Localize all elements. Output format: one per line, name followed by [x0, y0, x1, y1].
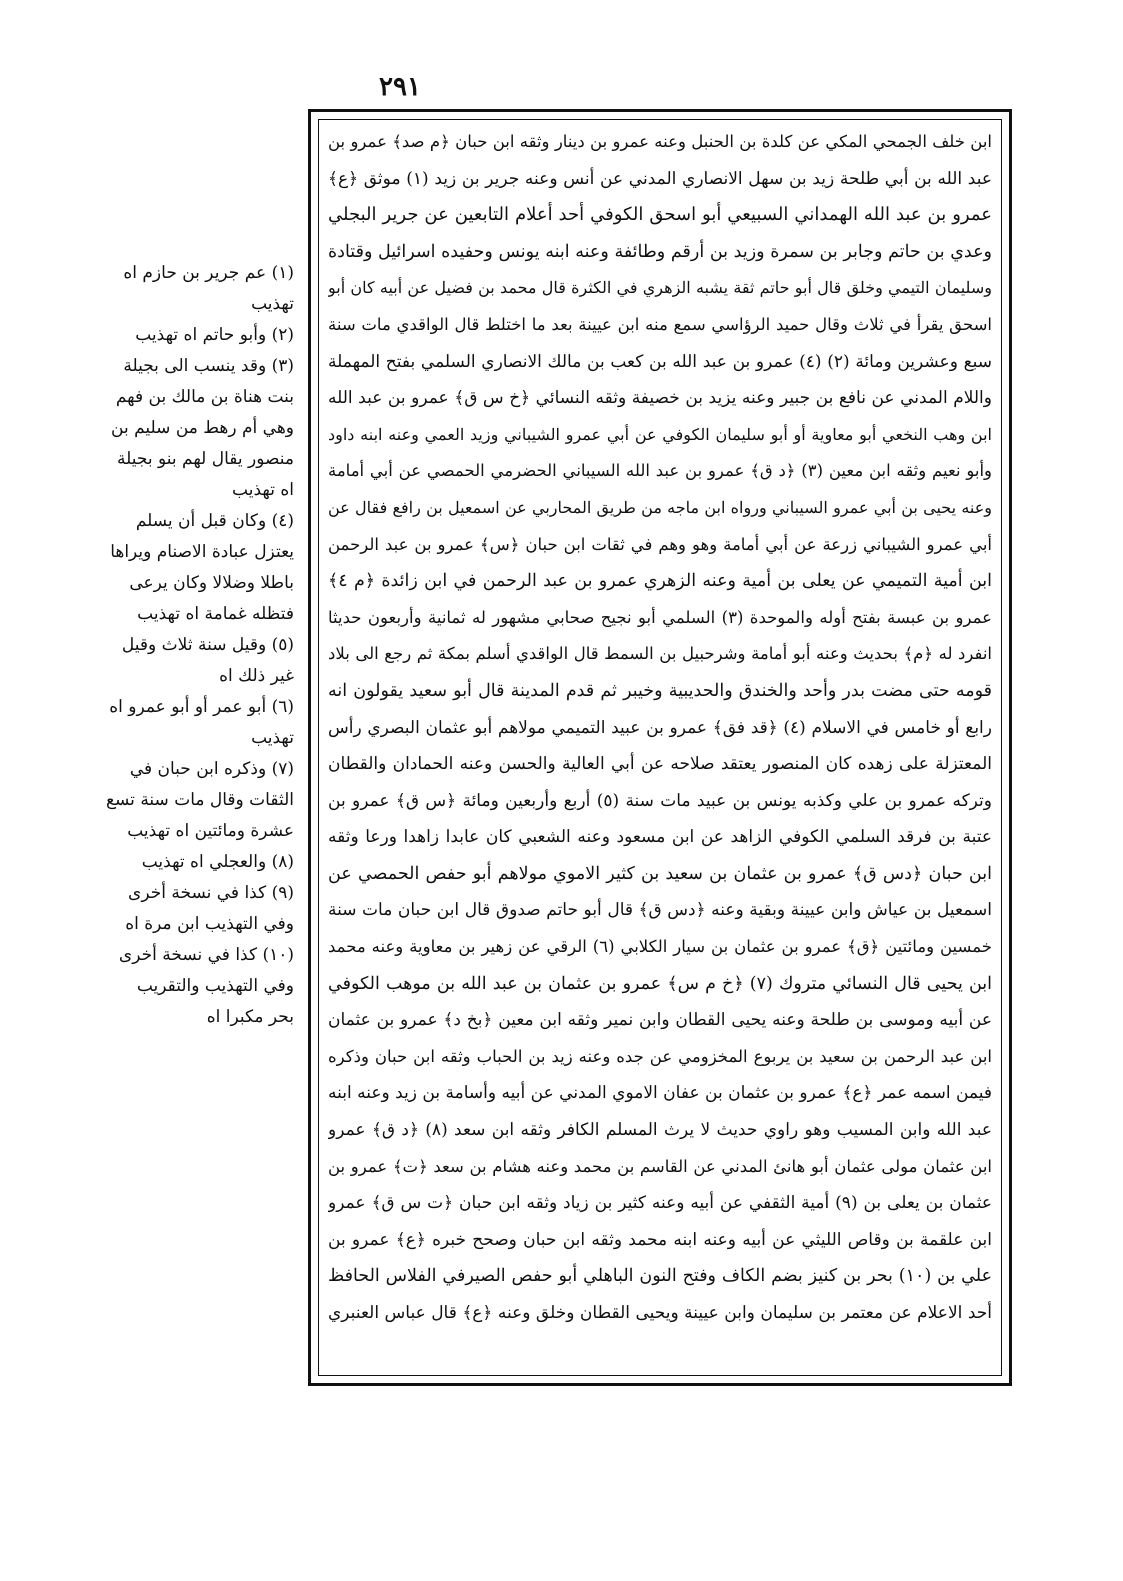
margin-note-line: تهذيب	[251, 728, 294, 748]
margin-note-line: (١) عم جرير بن حازم اه	[123, 263, 294, 283]
margin-note-line: منصور يقال لهم بنو بجيلة	[117, 449, 294, 469]
main-text-block	[328, 124, 992, 1369]
margin-note-line: (٩) كذا في نسخة أخرى	[128, 883, 294, 903]
text-line: ابن حبان ﴿دس ق﴾ عمرو بن عثمان بن سعيد بن كثير الاموي مولاهم أبو حفص الحمصي عن	[328, 863, 992, 884]
text-line: فيمن اسمه عمر ﴿ع﴾ عمرو بن عثمان بن عفان الاموي المدني عن أبيه وأسامة بن زيد وعنه ابنه	[328, 1083, 992, 1104]
margin-note-line: (٢) وأبو حاتم اه تهذيب	[135, 325, 294, 345]
margin-note-line: تهذيب	[251, 294, 294, 314]
text-line: عمرو بن عبد الله الهمداني السبيعي أبو اسحق الكوفي أحد أعلام التابعين عن جرير البجلي	[328, 204, 992, 226]
text-line: ابن خلف الجمحي المكي عن كلدة بن الحنبل وعنه عمرو بن دينار وثقه ابن حبان ﴿م صد﴾ عمرو بن	[328, 132, 992, 151]
margin-note-line: فتظله غمامة اه تهذيب	[137, 604, 294, 624]
text-line: رابع أو خامس في الاسلام (٤) ﴿قد فق﴾ عمرو بن عبيد التميمي مولاهم أبو عثمان البصري رأس	[328, 717, 992, 738]
margin-note-line: بحر مكبرا اه	[206, 1007, 294, 1027]
margin-notes	[98, 258, 294, 1158]
page-number: ٢٩١	[379, 72, 421, 102]
margin-note-line: اه تهذيب	[232, 480, 294, 500]
text-line: وأبو نعيم وثقه ابن معين (٣) ﴿د ق﴾ عمرو بن عبد الله السيباني الحضرمي الحمصي عن أبي أمامة	[328, 461, 992, 481]
text-line: واللام المدني عن نافع بن جبير وعنه يزيد بن خصيفة وثقه النسائي ﴿خ س ق﴾ عمرو بن عبد الله	[328, 388, 992, 409]
text-line: اسحق يقرأ في ثلاث وقال حميد الرؤاسي سمع منه ابن عيينة بعد ما اختلط قال الواقدي مات سنة	[328, 314, 992, 334]
margin-note-line: (٣) وقد ينسب الى بجيلة	[123, 356, 294, 376]
text-line: عن أبيه وموسى بن طلحة وعنه يحيى القطان وابن نمير وثقه ابن معين ﴿بخ د﴾ عمرو بن عثمان	[328, 1010, 992, 1031]
text-line: ابن عبد الرحمن بن سعيد بن يربوع المخزومي عن جده وعنه زيد بن الحباب وثقه ابن حبان وذكره	[328, 1046, 992, 1066]
text-line: ابن يحيى قال النسائي متروك (٧) ﴿خ م س﴾ عمرو بن عثمان بن عبد الله بن موهب الكوفي	[328, 973, 992, 994]
text-line: ابن أمية التميمي عن يعلى بن أمية وعنه الزهري عمرو بن عبد الرحمن في ابن زائدة ﴿م ٤﴾	[328, 571, 992, 592]
text-line: أبي عمرو الشيباني زرعة عن أبي أمامة وهو وهم في ثقات ابن حبان ﴿س﴾ عمرو بن عبد الرحمن	[328, 534, 992, 554]
text-line: عبد الله وابن المسيب وهو راوي حديث لا يرث المسلم الكافر وثقه ابن سعد (٨) ﴿د ق﴾ عمرو	[328, 1120, 992, 1141]
margin-note-line: (٧) وذكره ابن حبان في	[129, 759, 294, 779]
margin-note-line: (٤) وكان قبل أن يسلم	[135, 511, 294, 531]
text-line: وتركه عمرو بن علي وكذبه يونس بن عبيد مات سنة (٥) أربع وأربعين ومائة ﴿س ق﴾ عمرو بن	[328, 790, 992, 811]
text-line: ابن عثمان مولى عثمان أبو هانئ المدني عن القاسم بن محمد وعنه هشام بن سعد ﴿ت﴾ عمرو بن	[328, 1156, 992, 1176]
margin-note-line: (٥) وقيل سنة ثلاث وقيل	[121, 635, 294, 655]
margin-note-line: وفي التهذيب والتقريب	[136, 976, 294, 996]
text-line: أحد الاعلام عن معتمر بن سليمان وابن عيينة ويحيى القطان وخلق وعنه ﴿ع﴾ قال عباس العنبري	[328, 1303, 992, 1323]
text-line: عتبة بن فرقد السلمي الكوفي الزاهد عن ابن مسعود وعنه الشعبي كان عابدا زاهدا ورعا وثقه	[328, 827, 992, 848]
text-line: انفرد له ﴿م﴾ بحديث وعنه أبو أمامة وشرحبيل بن السمط قال الواقدي أسلم بمكة ثم رجع الى بلاد	[328, 644, 992, 664]
text-line: وعنه يحيى بن أبي عمرو السيباني ورواه ابن ماجه من طريق المحاربي عن اسمعيل بن رافع فقال عن	[328, 497, 992, 517]
margin-note-line: يعتزل عبادة الاصنام ويراها	[110, 542, 294, 562]
margin-note-line: (١٠) كذا في نسخة أخرى	[118, 945, 294, 965]
text-line: عمرو بن عبسة بفتح أوله والموحدة (٣) السلمي أبو نجيح صحابي مشهور له ثمانية وأربعون حديثا	[328, 607, 992, 627]
text-line: ابن وهب النخعي أبو معاوية أو أبو سليمان الكوفي عن أبي عمرو الشيباني وزيد العمي وعنه ابنه داود	[328, 424, 992, 444]
text-line: خمسين ومائتين ﴿ق﴾ عمرو بن عثمان بن سيار الكلابي (٦) الرقي عن زهير بن معاوية وعنه محمد	[328, 937, 992, 957]
text-line: المعتزلة على زهده كان المنصور يعتقد صلاحه عن أبي العالية والحسن وعنه الحمادان والقطان	[328, 754, 992, 775]
text-line: وسليمان التيمي وخلق قال أبو حاتم ثقة يشبه الزهري في الكثرة قال محمد بن فضيل عن أبيه كان أبو	[328, 278, 992, 298]
margin-note-line: (٨) والعجلي اه تهذيب	[141, 852, 294, 872]
text-line: سبع وعشرين ومائة (٢) (٤) عمرو بن عبد الله بن كعب بن مالك الانصاري السلمي بفتح المهملة	[328, 351, 992, 372]
margin-note-line: غير ذلك اه	[219, 666, 294, 686]
margin-note-line: باطلا وضلالا وكان يرعى	[129, 573, 294, 593]
text-line: قومه حتى مضت بدر وأحد والخندق والحديبية وخيبر ثم قدم المدينة قال أبو سعيد يقولون انه	[328, 680, 992, 701]
text-line: وعدي بن حاتم وجابر بن سمرة وزيد بن أرقم وطائفة وعنه ابنه يونس وحفيده اسرائيل وقتادة	[328, 241, 992, 262]
margin-note-line: وفي التهذيب ابن مرة اه	[125, 914, 294, 934]
margin-note-line: الثقات وقال مات سنة تسع	[105, 790, 294, 810]
margin-note-line: وهي أم رهط من سليم بن	[111, 418, 294, 438]
text-line: اسمعيل بن عياش وابن عيينة وبقية وعنه ﴿دس ق﴾ قال أبو حاتم صدوق قال ابن حبان مات سنة	[328, 900, 992, 921]
text-line: عثمان بن يعلى بن (٩) أمية الثقفي عن أبيه وعنه كثير بن زياد وثقه ابن حبان ﴿ت س ق﴾ عمرو	[328, 1193, 992, 1214]
text-line: ابن علقمة بن وقاص الليثي عن أبيه وعنه ابنه محمد وثقه ابن حبان وصحح خبره ﴿ع﴾ عمرو بن	[328, 1229, 992, 1250]
margin-note-line: بنت هناة بن مالك بن فهم	[115, 387, 294, 407]
margin-note-line: (٦) أبو عمر أو أبو عمرو اه	[109, 697, 294, 717]
margin-note-line: عشرة ومائتين اه تهذيب	[127, 821, 294, 841]
text-line: عبد الله بن أبي طلحة زيد بن سهل الانصاري المدني عن أنس وعنه جرير بن زيد (١) موثق ﴿ع﴾	[328, 168, 992, 189]
text-line: علي بن (١٠) بحر بن كنيز بضم الكاف وفتح النون الباهلي أبو حفص الصيرفي الفلاس الحافظ	[328, 1266, 992, 1287]
